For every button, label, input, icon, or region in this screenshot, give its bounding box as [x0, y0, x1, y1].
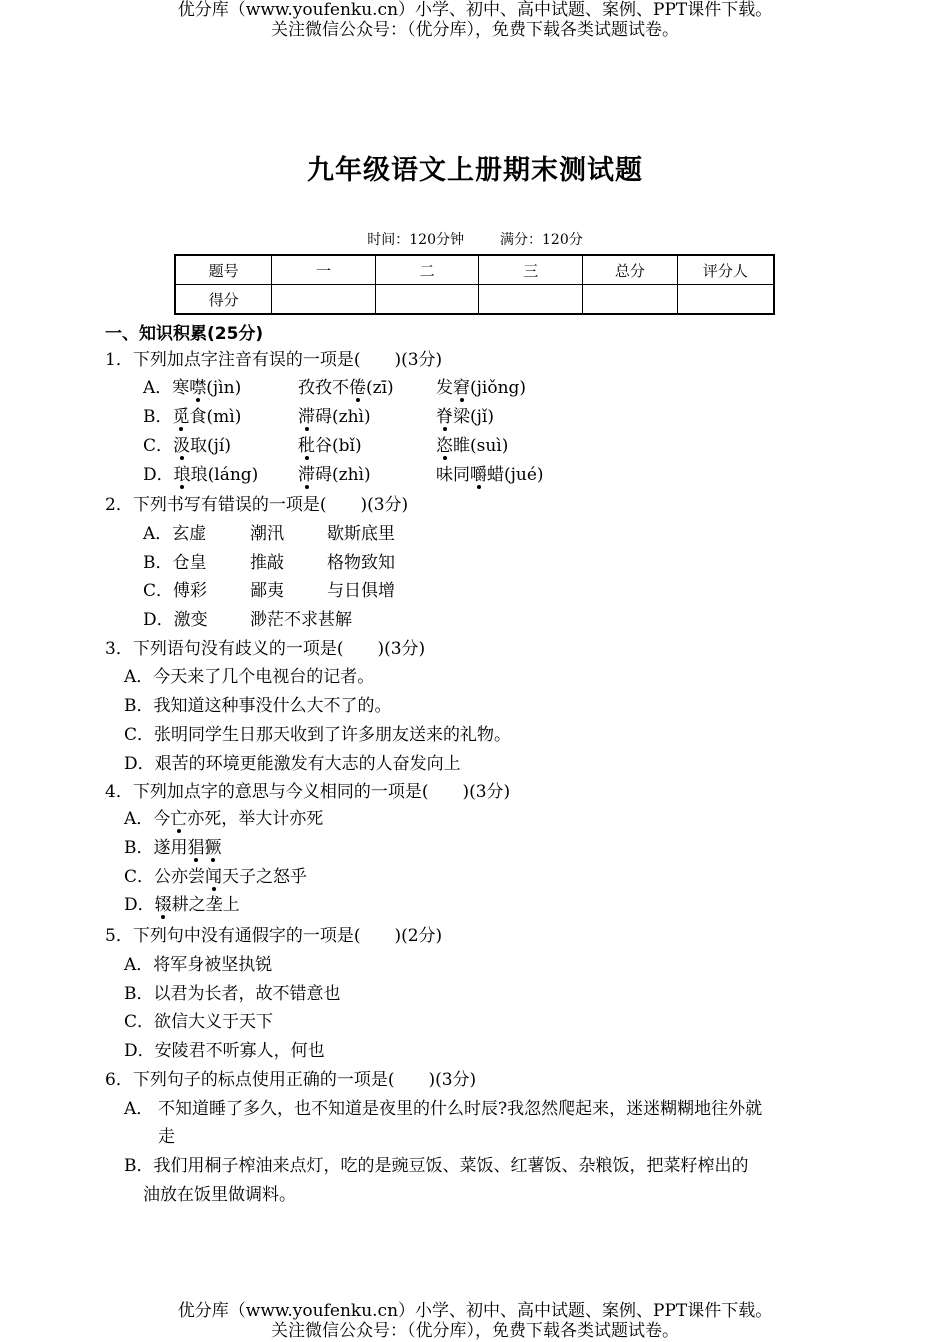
q3-option-d: D．艰苦的环境更能激发有大志的人奋发向上	[124, 754, 461, 774]
q6-option-a-line-1: 不知道睡了多久，也不知道是夜里的什么时辰?我忽然爬起来，迷迷糊糊地往外就	[158, 1099, 763, 1119]
score-header-cell: 三	[479, 255, 583, 285]
q6-option-a-label: A．	[124, 1099, 154, 1119]
score-header-cell: 总分	[583, 255, 678, 285]
header-line-1: 优分库（www.youfenku.cn）小学、初中、高中试题、案例、PPT课件下载。	[177, 0, 773, 20]
score-table-header-row	[175, 255, 774, 285]
section-heading: 一、知识积累(25分)	[105, 324, 264, 344]
score-row-label: 得分	[175, 285, 272, 315]
exam-meta	[0, 229, 950, 249]
score-cell[interactable]	[375, 285, 479, 315]
q4-option-d: D．辍耕之垄上	[124, 895, 240, 915]
q5-option-a: A．将军身被坚执锐	[124, 955, 273, 975]
score-header-cell: 题号	[175, 255, 272, 285]
q4-option-a: A．今亡亦死，举大计亦死	[124, 809, 324, 829]
q1-stem: 1．下列加点字注音有误的一项是( )(3分)	[105, 350, 443, 370]
q3-option-a: A．今天来了几个电视台的记者。	[124, 667, 375, 687]
exam-full-score: 满分：120分	[500, 232, 583, 248]
exam-time: 时间：120分钟	[367, 232, 464, 248]
q5-option-c: C．欲信大义于天下	[124, 1012, 274, 1032]
q5-option-b: B．以君为长者，故不错意也	[124, 984, 341, 1004]
q4-option-c: C．公亦尝闻天子之怒乎	[124, 867, 308, 887]
score-cell[interactable]	[677, 285, 774, 315]
q4-option-b: B．遂用猖獗	[124, 838, 222, 858]
q6-option-b-line-1: B．我们用桐子榨油来点灯，吃的是豌豆饭、菜饭、红薯饭、杂粮饭，把菜籽榨出的	[124, 1156, 749, 1176]
footer-line-2: 关注微信公众号：（优分库），免费下载各类试题试卷。	[271, 1321, 679, 1341]
score-header-cell: 一	[272, 255, 376, 285]
q5-option-d: D．安陵君不听寡人，何也	[124, 1041, 325, 1061]
score-table-score-row	[175, 285, 774, 315]
header-line-2: 关注微信公众号：（优分库），免费下载各类试题试卷。	[271, 20, 679, 40]
score-header-cell: 评分人	[677, 255, 774, 285]
q4-stem: 4．下列加点字的意思与今义相同的一项是( )(3分)	[105, 782, 511, 802]
q6-option-b-line-2: 油放在饭里做调料。	[143, 1185, 296, 1205]
q6-stem: 6．下列句子的标点使用正确的一项是( )(3分)	[105, 1070, 477, 1090]
score-cell[interactable]	[583, 285, 678, 315]
score-cell[interactable]	[479, 285, 583, 315]
q5-stem: 5．下列句中没有通假字的一项是( )(2分)	[105, 926, 443, 946]
page-title: 九年级语文上册期末测试题	[307, 155, 643, 186]
score-header-cell: 二	[375, 255, 479, 285]
score-table	[174, 254, 775, 315]
q6-option-a-line-2: 走	[158, 1127, 175, 1147]
footer-line-1: 优分库（www.youfenku.cn）小学、初中、高中试题、案例、PPT课件下载。	[177, 1301, 773, 1321]
score-cell[interactable]	[272, 285, 376, 315]
q2-stem: 2．下列书写有错误的一项是( )(3分)	[105, 495, 409, 515]
q3-option-c: C．张明同学生日那天收到了许多朋友送来的礼物。	[124, 725, 512, 745]
q3-stem: 3．下列语句没有歧义的一项是( )(3分)	[105, 639, 426, 659]
q3-option-b: B．我知道这种事没什么大不了的。	[124, 696, 392, 716]
